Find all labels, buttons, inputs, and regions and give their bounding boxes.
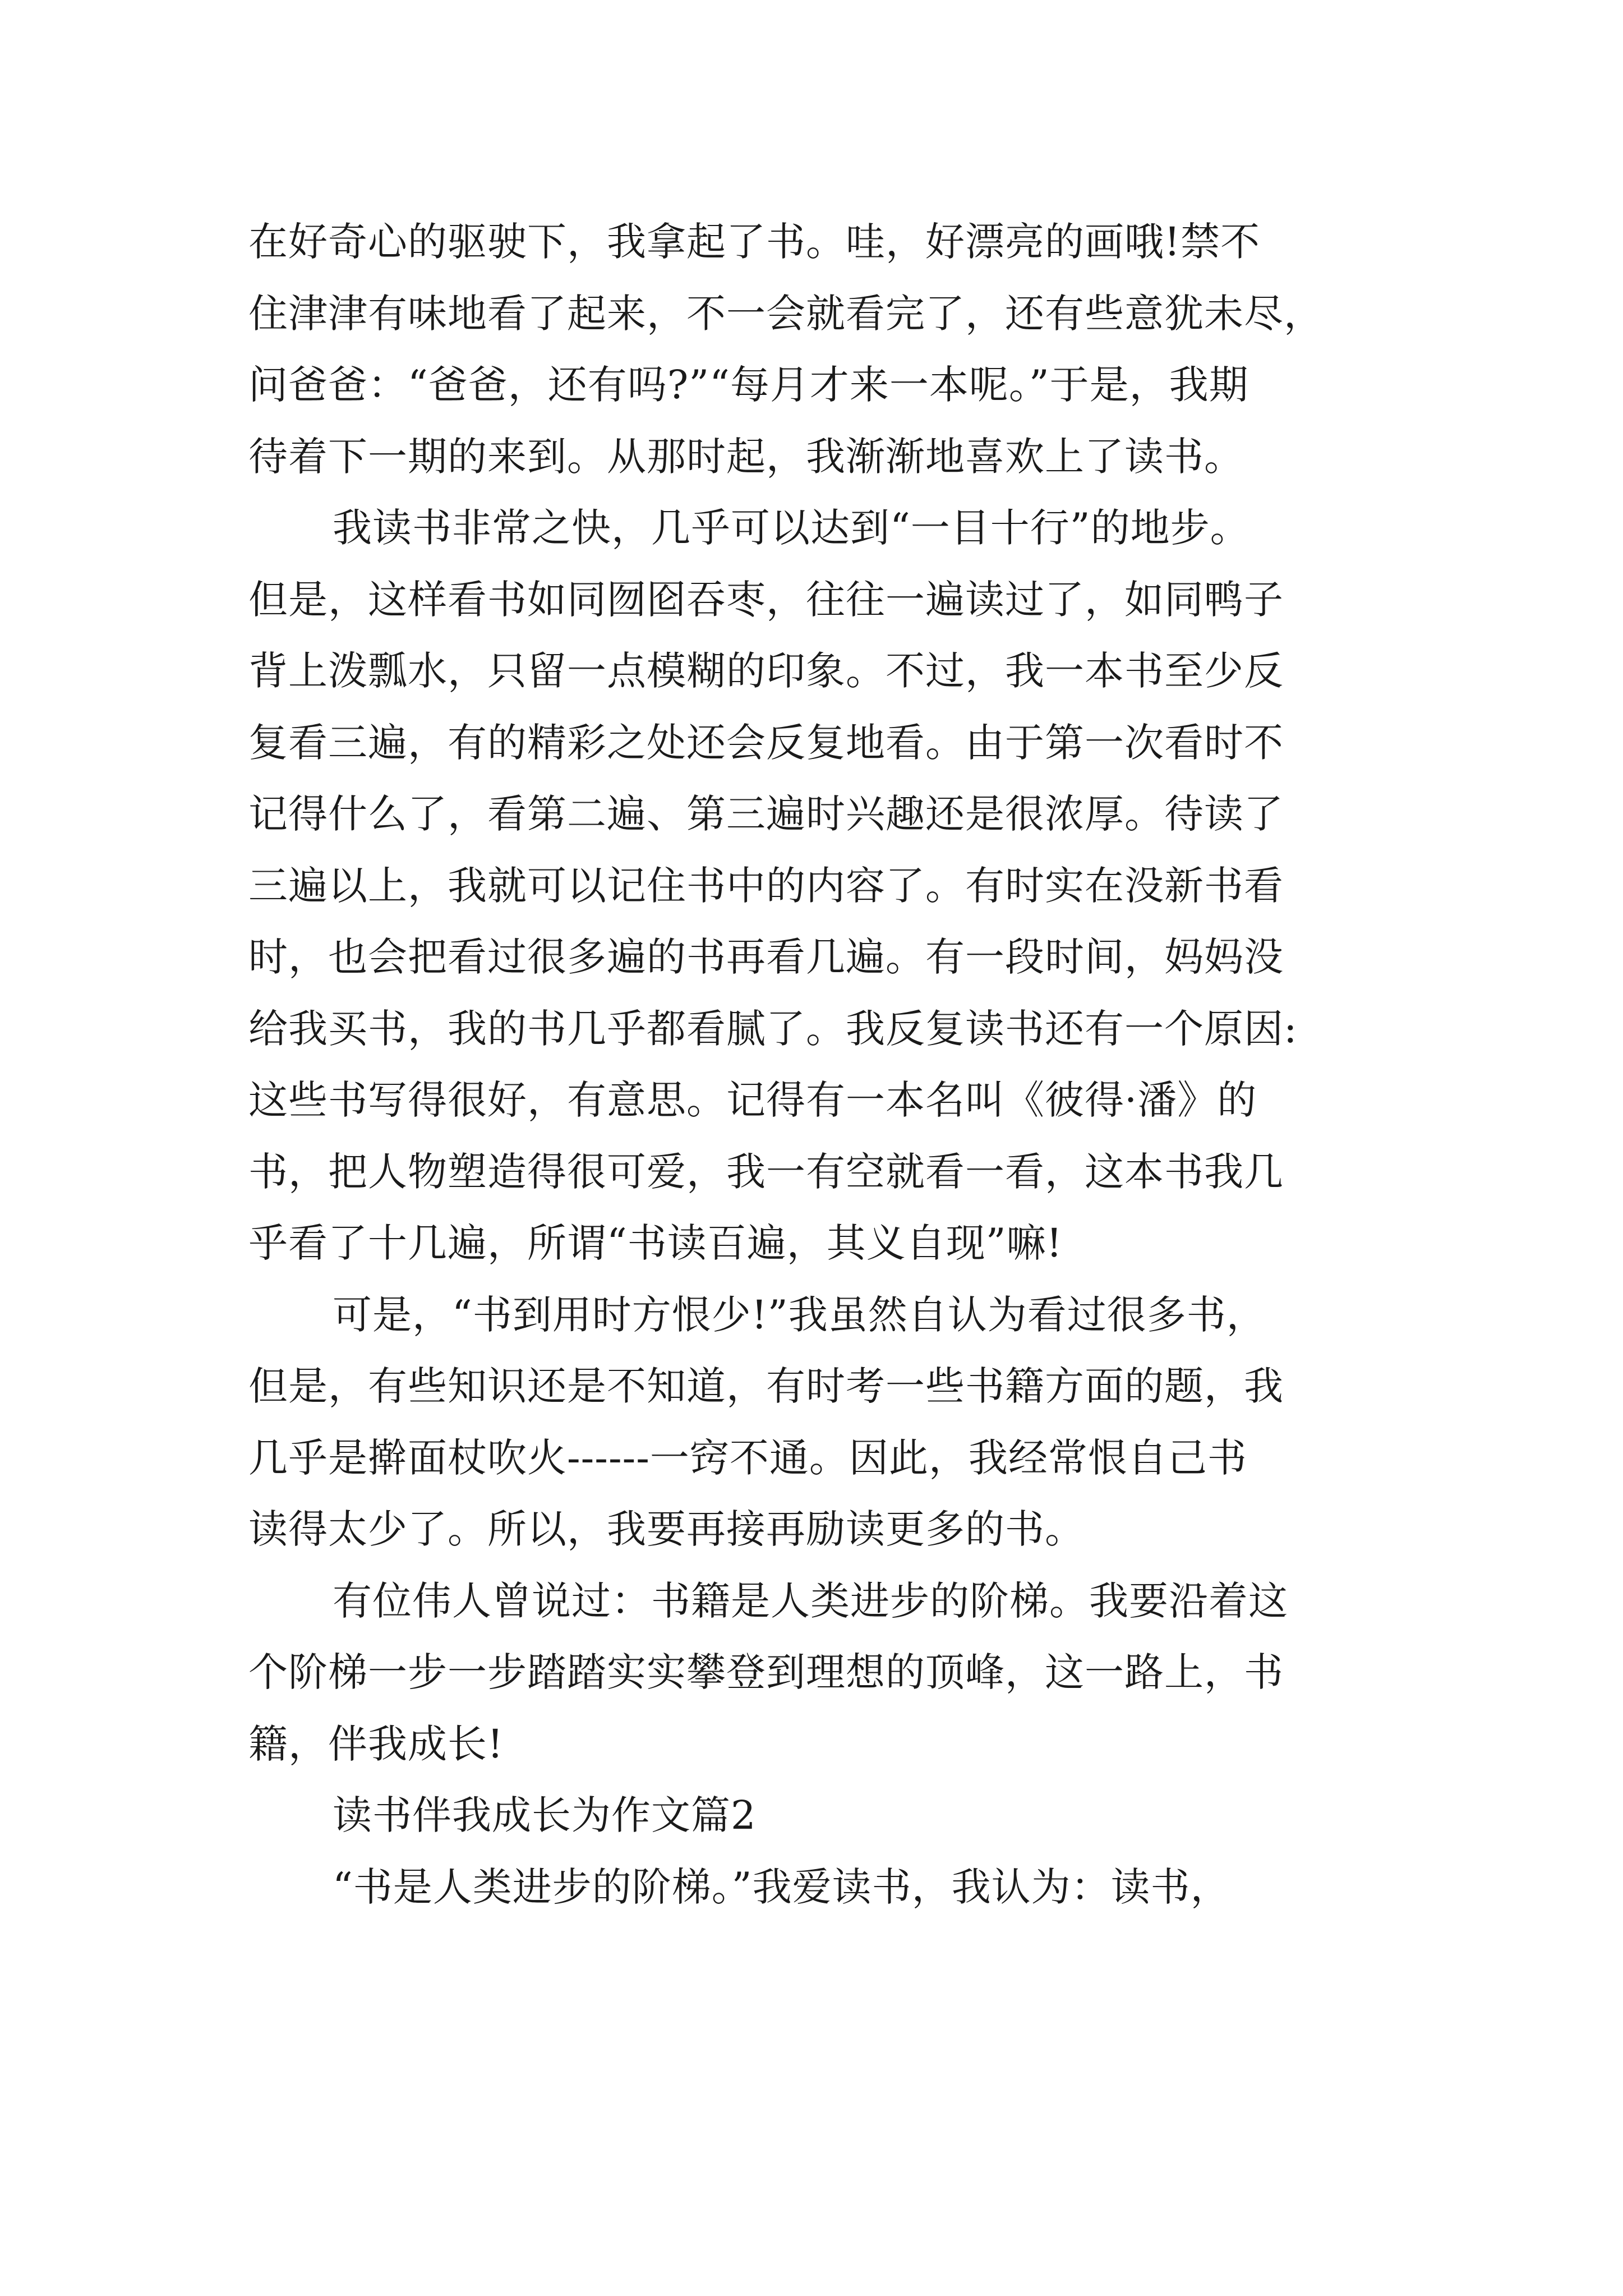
text-line: 但是，这样看书如同囫囵吞枣，往往一遍读过了，如同鸭子: [248, 576, 1284, 623]
text-line: 在好奇心的驱驶下，我拿起了书。哇，好漂亮的画哦!禁不: [248, 219, 1261, 265]
text-line: 给我买书，我的书几乎都看腻了。我反复读书还有一个原因:: [248, 1005, 1298, 1052]
text-line: 三遍以上，我就可以记住书中的内容了。有时实在没新书看: [248, 862, 1284, 909]
essay-body: [248, 206, 1393, 1923]
section-heading: 读书伴我成长为作文篇2: [333, 1792, 757, 1838]
text-line: 籍，伴我成长!: [248, 1720, 504, 1767]
text-line: 个阶梯一步一步踏踏实实攀登到理想的顶峰，这一路上，书: [248, 1649, 1284, 1695]
text-line: 这些书写得很好，有意思。记得有一本名叫《彼得·潘》的: [248, 1077, 1257, 1123]
text-line: 待着下一期的来到。从那时起，我渐渐地喜欢上了读书。: [248, 433, 1244, 480]
text-line: 书，把人物塑造得很可爱，我一有空就看一看，这本书我几: [248, 1148, 1284, 1195]
text-line: 复看三遍，有的精彩之处还会反复地看。由于第一次看时不: [248, 719, 1284, 766]
text-line: 几乎是擀面杖吹火------一窍不通。因此，我经常恨自己书: [248, 1434, 1247, 1481]
paragraph-first-line: 我读书非常之快，几乎可以达到“一目十行”的地步。: [333, 505, 1250, 551]
text-line: 住津津有味地看了起来，不一会就看完了，还有些意犹未尽，: [248, 290, 1324, 337]
text-line: 时，也会把看过很多遍的书再看几遍。有一段时间，妈妈没: [248, 934, 1284, 980]
paragraph-first-line: “书是人类进步的阶梯。”我爱读书，我认为：读书，: [333, 1864, 1230, 1910]
paragraph-first-line: 有位伟人曾说过：书籍是人类进步的阶梯。我要沿着这: [333, 1577, 1288, 1624]
text-line: 读得太少了。所以，我要再接再励读更多的书。: [248, 1506, 1085, 1552]
text-line: 背上泼瓢水，只留一点模糊的印象。不过，我一本书至少反: [248, 648, 1284, 694]
text-line: 问爸爸：“爸爸，还有吗?”“每月才来一本呢。”于是，我期: [248, 362, 1249, 408]
text-line: 记得什么了，看第二遍、第三遍时兴趣还是很浓厚。待读了: [248, 791, 1284, 837]
paragraph-first-line: 可是，“书到用时方恨少!”我虽然自认为看过很多书，: [333, 1291, 1266, 1338]
text-line: 但是，有些知识还是不知道，有时考一些书籍方面的题，我: [248, 1363, 1284, 1409]
text-line: 乎看了十几遍，所谓“书读百遍，其义自现”嘛!: [248, 1220, 1063, 1266]
